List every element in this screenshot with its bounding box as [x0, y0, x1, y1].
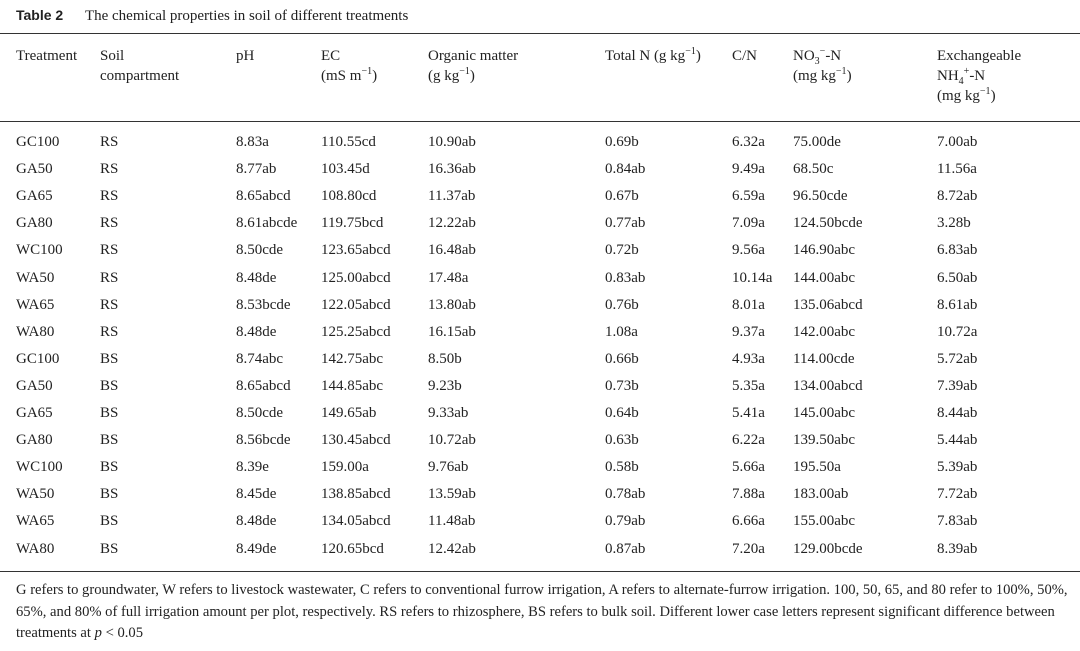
table-label: Table 2: [16, 7, 64, 23]
cell-ph: 8.49de: [236, 540, 277, 557]
cell-total-n: 0.72b: [605, 242, 639, 259]
top-rule: [0, 33, 1080, 34]
cell-soil-compartment: RS: [100, 323, 119, 340]
cell-total-n: 0.87ab: [605, 540, 646, 557]
cell-soil-compartment: BS: [100, 350, 119, 367]
cell-exchangeable-nh4-n: 5.44ab: [937, 432, 978, 449]
header-total-n: Total N (g $kg^{-1}$): [605, 46, 701, 64]
table-title: The chemical properties in soil of different treatments: [84, 8, 409, 24]
cell-ec: 125.00abcd: [321, 269, 391, 286]
cell-cn: 5.41a: [732, 405, 765, 421]
cell-treatment: GC100: [16, 134, 60, 150]
cell-soil-compartment: RS: [100, 242, 119, 259]
cell-soil-compartment: BS: [100, 486, 119, 503]
cell-total-n: 0.66b: [605, 350, 639, 367]
cell-treatment: GA80: [16, 215, 53, 232]
cell-ph: 8.50cde: [236, 405, 284, 421]
cell-soil-compartment: RS: [100, 188, 119, 205]
header-cn: C/N: [732, 48, 758, 64]
cell-ph: 8.39e: [236, 459, 269, 476]
header-treatment: Treatment: [16, 48, 78, 64]
cell-exchangeable-nh4-n: 8.72ab: [937, 188, 978, 205]
cell-treatment: GA65: [16, 188, 53, 205]
cell-ph: 8.50cde: [236, 242, 284, 259]
cell-total-n: 0.67b: [605, 188, 639, 205]
cell-ph: 8.48de: [236, 513, 277, 530]
cell-cn: 7.09a: [732, 215, 765, 232]
cell-cn: 4.93a: [732, 350, 765, 367]
cell-no3-n: 155.00abc: [793, 513, 856, 530]
cell-no3-n: 142.00abc: [793, 323, 856, 340]
cell-organic-matter: 11.37ab: [428, 188, 476, 205]
cell-exchangeable-nh4-n: 8.61ab: [937, 296, 978, 313]
cell-exchangeable-nh4-n: 7.83ab: [937, 513, 978, 530]
header-ec: EC (mS $m^{-1}$): [321, 48, 378, 84]
cell-ec: 159.00a: [321, 459, 369, 476]
cell-organic-matter: 13.80ab: [428, 296, 476, 313]
cell-exchangeable-nh4-n: 8.39ab: [937, 540, 978, 557]
cell-treatment: WA50: [16, 486, 55, 503]
cell-ec: 144.85abc: [321, 377, 384, 394]
cell-ec: 142.75abc: [321, 350, 384, 367]
cell-organic-matter: 16.15ab: [428, 323, 476, 340]
cell-ec: 130.45abcd: [321, 432, 391, 449]
header-soil-compartment: Soil compartment: [100, 48, 180, 84]
cell-no3-n: 96.50cde: [793, 188, 848, 205]
cell-treatment: WC100: [16, 242, 63, 259]
cell-ec: 122.05abcd: [321, 296, 391, 313]
cell-soil-compartment: BS: [100, 540, 119, 557]
cell-ec: 125.25abcd: [321, 323, 391, 340]
cell-total-n: 1.08a: [605, 323, 638, 340]
cell-organic-matter: 11.48ab: [428, 513, 476, 530]
header-rule: [0, 121, 1080, 122]
header-ph: pH: [236, 48, 255, 64]
cell-ph: 8.45de: [236, 486, 277, 503]
cell-total-n: 0.73b: [605, 377, 639, 394]
cell-treatment: GA80: [16, 432, 53, 449]
cell-treatment: GA50: [16, 377, 53, 394]
cell-cn: 6.59a: [732, 188, 765, 205]
cell-ec: 119.75bcd: [321, 215, 384, 232]
cell-soil-compartment: RS: [100, 161, 119, 178]
cell-no3-n: 139.50abc: [793, 432, 856, 449]
header-no3-n: $NO_3^--N$ (mg $kg^{-1}$): [793, 46, 852, 84]
cell-ec: 108.80cd: [321, 188, 377, 205]
cell-ec: 120.65bcd: [321, 540, 384, 557]
cell-ph: 8.56bcde: [236, 432, 291, 449]
cell-soil-compartment: BS: [100, 459, 119, 476]
cell-organic-matter: 12.22ab: [428, 215, 476, 232]
cell-ec: 103.45d: [321, 161, 370, 178]
cell-treatment: WA50: [16, 269, 55, 286]
cell-no3-n: 129.00bcde: [793, 540, 863, 557]
cell-ec: 149.65ab: [321, 405, 377, 421]
cell-no3-n: 144.00abc: [793, 269, 856, 286]
cell-cn: 7.88a: [732, 486, 765, 503]
cell-exchangeable-nh4-n: 10.72a: [937, 323, 978, 340]
cell-no3-n: 145.00abc: [793, 405, 856, 421]
cell-soil-compartment: BS: [100, 513, 119, 530]
cell-no3-n: 195.50a: [793, 459, 841, 476]
cell-ph: 8.61abcde: [236, 215, 298, 232]
cell-soil-compartment: BS: [100, 377, 119, 394]
cell-treatment: GA65: [16, 405, 53, 421]
cell-organic-matter: 10.90ab: [428, 134, 476, 150]
cell-exchangeable-nh4-n: 8.44ab: [937, 405, 978, 421]
cell-soil-compartment: RS: [100, 296, 119, 313]
header-exchangeable-nh4-n: Exchangeable $NH_4^+-N$ (mg $kg^{-1}$): [937, 48, 1022, 104]
cell-cn: 6.66a: [732, 513, 765, 530]
cell-cn: 10.14a: [732, 269, 773, 286]
cell-total-n: 0.83ab: [605, 269, 646, 286]
table-footnote: G refers to groundwater, W refers to livestock wastewater, C refers to conventional furrow irrigation, A refers to alternate-furrow irrigation. 100, 50, 65, and 80 refer to 100%, 50%, 65%, and 80% of full irrigation amount per plot, respectively. RS refers to rhizosphere, BS refers to bulk soil. Different lower case letters represent significant difference between treatments at p < 0.05: [16, 582, 1068, 642]
cell-no3-n: 134.00abcd: [793, 377, 863, 394]
bottom-rule: [0, 571, 1080, 572]
cell-organic-matter: 9.33ab: [428, 405, 469, 421]
cell-treatment: WA80: [16, 323, 55, 340]
cell-organic-matter: 10.72ab: [428, 432, 476, 449]
cell-soil-compartment: RS: [100, 269, 119, 286]
table-caption: [16, 7, 408, 25]
cell-cn: 9.49a: [732, 161, 765, 178]
cell-total-n: 0.84ab: [605, 161, 646, 178]
cell-total-n: 0.77ab: [605, 215, 646, 232]
cell-cn: 9.37a: [732, 323, 765, 340]
cell-exchangeable-nh4-n: 7.00ab: [937, 134, 978, 150]
cell-exchangeable-nh4-n: 3.28b: [937, 215, 971, 232]
cell-treatment: GC100: [16, 350, 60, 367]
cell-soil-compartment: BS: [100, 405, 119, 421]
cell-total-n: 0.76b: [605, 296, 639, 313]
cell-total-n: 0.78ab: [605, 486, 646, 503]
cell-ph: 8.83a: [236, 134, 269, 150]
cell-cn: 6.22a: [732, 432, 765, 449]
cell-no3-n: 135.06abcd: [793, 296, 863, 313]
cell-cn: 7.20a: [732, 540, 765, 557]
cell-exchangeable-nh4-n: 7.72ab: [937, 486, 978, 503]
cell-total-n: 0.64b: [605, 405, 639, 421]
cell-no3-n: 68.50c: [793, 161, 834, 178]
cell-exchangeable-nh4-n: 7.39ab: [937, 377, 978, 394]
cell-total-n: 0.63b: [605, 432, 639, 449]
cell-cn: 9.56a: [732, 242, 765, 259]
cell-ec: 138.85abcd: [321, 486, 391, 503]
cell-soil-compartment: RS: [100, 215, 119, 232]
header-organic-matter: Organic matter (g $kg^{-1}$): [428, 48, 519, 84]
cell-exchangeable-nh4-n: 6.50ab: [937, 269, 978, 286]
cell-organic-matter: 13.59ab: [428, 486, 476, 503]
cell-ph: 8.77ab: [236, 161, 277, 178]
cell-ec: 110.55cd: [321, 134, 376, 150]
cell-cn: 5.66a: [732, 459, 765, 476]
cell-total-n: 0.79ab: [605, 513, 646, 530]
cell-ph: 8.65abcd: [236, 377, 291, 394]
cell-cn: 6.32a: [732, 134, 765, 150]
cell-ph: 8.74abc: [236, 350, 284, 367]
cell-treatment: WA65: [16, 296, 55, 313]
cell-organic-matter: 9.23b: [428, 377, 462, 394]
cell-cn: 8.01a: [732, 296, 765, 313]
cell-organic-matter: 12.42ab: [428, 540, 476, 557]
cell-no3-n: 114.00cde: [793, 350, 855, 367]
cell-ec: 123.65abcd: [321, 242, 391, 259]
cell-treatment: WA80: [16, 540, 55, 557]
cell-exchangeable-nh4-n: 5.39ab: [937, 459, 978, 476]
cell-organic-matter: 8.50b: [428, 350, 462, 367]
cell-soil-compartment: BS: [100, 432, 119, 449]
cell-soil-compartment: RS: [100, 134, 119, 150]
cell-exchangeable-nh4-n: 5.72ab: [937, 350, 978, 367]
cell-exchangeable-nh4-n: 11.56a: [937, 161, 977, 178]
cell-no3-n: 75.00de: [793, 134, 841, 150]
cell-organic-matter: 16.48ab: [428, 242, 476, 259]
cell-ph: 8.48de: [236, 323, 277, 340]
cell-total-n: 0.58b: [605, 459, 639, 476]
cell-ph: 8.65abcd: [236, 188, 291, 205]
cell-ph: 8.53bcde: [236, 296, 291, 313]
cell-exchangeable-nh4-n: 6.83ab: [937, 242, 978, 259]
cell-treatment: GA50: [16, 161, 53, 178]
cell-organic-matter: 16.36ab: [428, 161, 476, 178]
cell-no3-n: 146.90abc: [793, 242, 856, 259]
cell-ec: 134.05abcd: [321, 513, 391, 530]
cell-no3-n: 124.50bcde: [793, 215, 863, 232]
cell-cn: 5.35a: [732, 377, 765, 394]
cell-organic-matter: 9.76ab: [428, 459, 469, 476]
cell-treatment: WA65: [16, 513, 55, 530]
cell-ph: 8.48de: [236, 269, 277, 286]
cell-treatment: WC100: [16, 459, 63, 476]
cell-organic-matter: 17.48a: [428, 269, 469, 286]
cell-total-n: 0.69b: [605, 134, 639, 150]
cell-no3-n: 183.00ab: [793, 486, 849, 503]
